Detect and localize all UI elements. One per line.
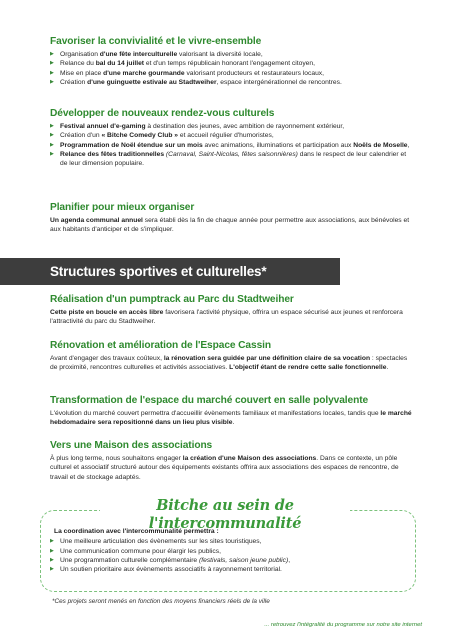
list-item: ▶ Une programmation culturelle complémentaire (festivals, saison jeune public),: [50, 556, 412, 565]
list-item: ▶ Relance des fêtes traditionnelles (Carnaval, Saint-Nicolas, fêtes saisonnières) dans le respect de leur calendrier et de leur dimension populaire.: [50, 150, 412, 169]
list-item: ▶ Création d'une guinguette estivale au Stadtweiher, espace intergénérationnel de rencontres.: [50, 78, 412, 87]
list-item: ▶ Une meilleure articulation des évènements sur les sites touristiques,: [50, 537, 412, 546]
list-item: ▶ Mise en place d'une marche gourmande valorisant producteurs et restaurateurs locaux,: [50, 69, 412, 78]
section-title: Vers une Maison des associations: [50, 440, 213, 451]
bullet-list: [50, 537, 412, 574]
section-title: Rénovation et amélioration de l'Espace Cassin: [50, 340, 271, 351]
footer-link-text[interactable]: ... retrouvez l'intégralité du programme sur notre site internet: [264, 622, 422, 628]
section-text: Un agenda communal annuel sera établi dès la fin de chaque année pour permettre aux associations, aux bénévoles et aux habitants d'anticiper et de s'impliquer.: [50, 217, 410, 234]
list-item: ▶ Relance du bal du 14 juillet et d'un temps républicain honorant l'engagement citoyen,: [50, 59, 412, 68]
list-item: ▶ Programmation de Noël étendue sur un mois avec animations, illuminations et participation aux Noëls de Moselle,: [50, 141, 412, 150]
section-title: Réalisation d'un pumptrack au Parc du Stadtweiher: [50, 294, 294, 305]
bullet-list: [50, 50, 412, 87]
intercommunalite-content: [50, 527, 412, 574]
list-item: ▶ Un soutien prioritaire aux évènements associatifs à rayonnement territorial.: [50, 565, 412, 574]
intercommunalite-intro: La coordination avec l'intercommunalité permettra :: [54, 528, 219, 535]
footnote: *Ces projets seront menés en fonction des moyens financiers réels de la ville: [52, 598, 270, 605]
bullet-list: [50, 122, 412, 168]
banner-title: Structures sportives et culturelles*: [50, 264, 267, 279]
list-item: ▶ Organisation d'une fête interculturelle valorisant la diversité locale,: [50, 50, 412, 59]
list-item: ▶ Une communication commune pour élargir les publics,: [50, 547, 412, 556]
section-title: Planifier pour mieux organiser: [50, 202, 195, 213]
section-text: Avant d'engager des travaux coûteux, la rénovation sera guidée par une définition claire de sa vocation : spectacles de proximité, rencontres culturelles et activités associatives. L'objectif étant de rendre cette salle fonctionnelle.: [50, 355, 408, 372]
section-text: À plus long terme, nous souhaitons engager la création d'une Maison des associations. Dans ce contexte, un pôle culturel et associatif structuré autour des équipements existants offrira aux associations des espaces de rencontre, de travail et de stockage adaptés.: [50, 455, 399, 481]
section-associations: [50, 440, 412, 482]
section-title: Développer de nouveaux rendez-vous culturels: [50, 108, 275, 119]
section-planifier: [50, 202, 412, 235]
section-culturels: [50, 108, 412, 168]
section-marche: [50, 395, 412, 428]
section-cassin: [50, 340, 412, 373]
section-title: Transformation de l'espace du marché couvert en salle polyvalente: [50, 395, 369, 406]
list-item: ▶ Création d'un « Bitche Comedy Club » et accueil régulier d'humoristes,: [50, 131, 412, 140]
section-pumptrack: [50, 294, 412, 327]
section-banner: [0, 258, 340, 285]
section-convivialite: [50, 36, 412, 87]
section-text: L'évolution du marché couvert permettra d'accueillir évènements familiaux et manifestations locales, tandis que le marché hebdomadaire sera repositionné dans un lieu plus visible.: [50, 410, 412, 427]
section-title: Favoriser la convivialité et le vivre-ensemble: [50, 36, 262, 47]
section-text: Cette piste en boucle en accès libre favorisera l'activité physique, offrira un espace sécurisé aux jeunes et renforcera l'attractivité du parc du Stadtweiher.: [50, 309, 403, 326]
list-item: ▶ Festival annuel d'e-gaming à destination des jeunes, avec ambition de rayonnement extérieur,: [50, 122, 412, 131]
intercommunalite-title: Bitche au sein de l'intercommunalité: [148, 497, 302, 532]
